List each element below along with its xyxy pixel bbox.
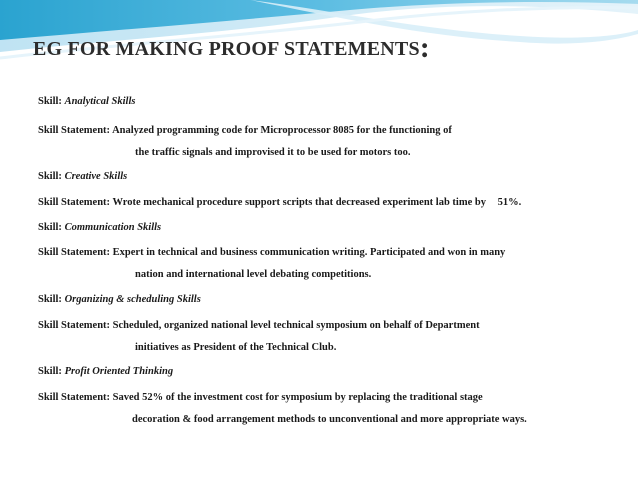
slide-title-text: EG FOR MAKING PROOF STATEMENTS <box>33 38 420 60</box>
skill-name: Analytical Skills <box>64 96 136 107</box>
skill-prefix: Skill: <box>38 366 62 377</box>
statement-tail: 51%. <box>497 197 522 208</box>
statement-text: Analyzed programming code for Microprocessor 8085 for the functioning of <box>112 125 452 136</box>
skill-prefix: Skill: <box>38 171 62 182</box>
skill-name: Profit Oriented Thinking <box>64 366 174 377</box>
statement-text: Wrote mechanical procedure support scripts that decreased experiment lab time by <box>112 197 486 208</box>
skill-line <box>38 96 135 107</box>
skill-line <box>38 366 173 377</box>
statement-prefix: Skill Statement: <box>38 247 111 258</box>
skill-prefix: Skill: <box>38 222 62 233</box>
statement-text: Expert in technical and business communication writing. Participated and won in many <box>112 247 506 258</box>
skill-name: Creative Skills <box>64 171 128 182</box>
skill-statement-line <box>38 125 452 136</box>
skill-line <box>38 222 161 233</box>
statement-prefix: Skill Statement: <box>38 125 111 136</box>
skill-prefix: Skill: <box>38 294 62 305</box>
skill-prefix: Skill: <box>38 96 62 107</box>
statement-prefix: Skill Statement: <box>38 392 111 403</box>
skill-statement-line <box>38 247 505 258</box>
slide-title-colon: : <box>419 31 430 64</box>
skill-statement-continuation: decoration & food arrangement methods to unconventional and more appropriate ways. <box>132 414 527 425</box>
skill-statement-line <box>38 320 480 331</box>
skill-statement-line <box>38 392 483 403</box>
skill-line <box>38 171 127 182</box>
statement-prefix: Skill Statement: <box>38 320 111 331</box>
skill-statement-line <box>38 197 521 208</box>
skill-statement-continuation: initiatives as President of the Technical Club. <box>135 342 337 353</box>
skill-name: Organizing & scheduling Skills <box>64 294 201 305</box>
skill-statement-continuation: nation and international level debating competitions. <box>135 269 372 280</box>
skill-line <box>38 294 201 305</box>
statement-prefix: Skill Statement: <box>38 197 111 208</box>
skill-statement-continuation: the traffic signals and improvised it to be used for motors too. <box>135 147 411 158</box>
slide-title <box>33 31 430 64</box>
statement-text: Scheduled, organized national level technical symposium on behalf of Department <box>112 320 480 331</box>
statement-text: Saved 52% of the investment cost for symposium by replacing the traditional stage <box>112 392 483 403</box>
skill-name: Communication Skills <box>64 222 162 233</box>
